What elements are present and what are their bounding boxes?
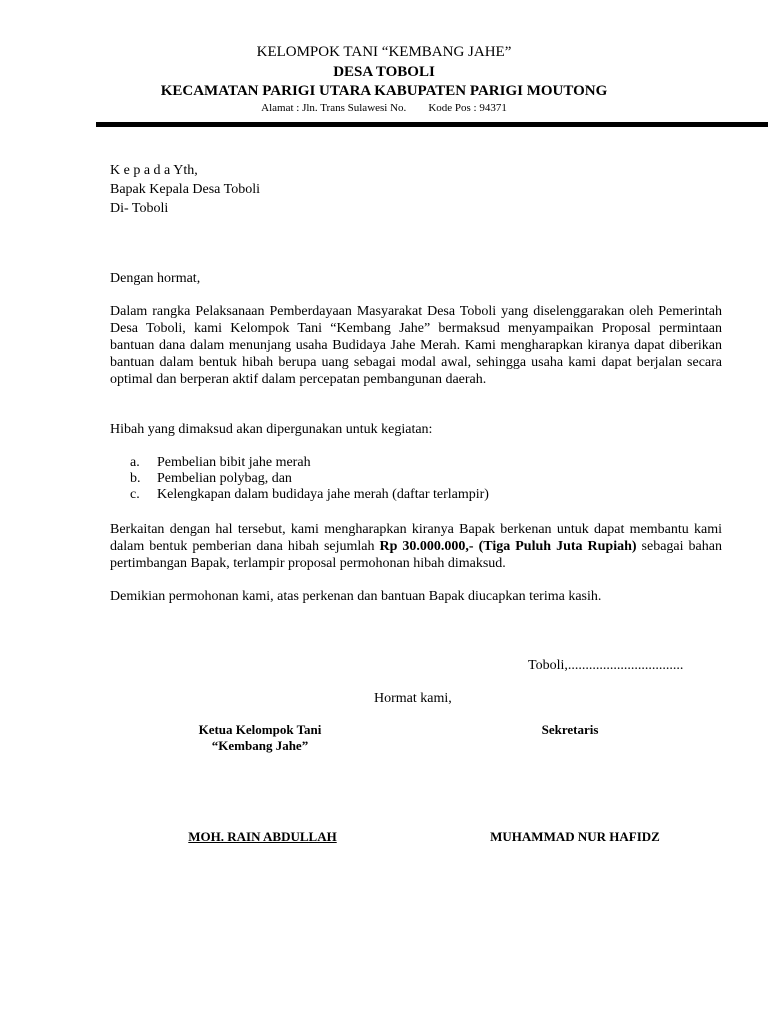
letterhead-village: DESA TOBOLI bbox=[333, 64, 435, 80]
list-item bbox=[130, 455, 311, 471]
letterhead-address: Alamat : Jln. Trans Sulawesi No. bbox=[261, 102, 407, 114]
signatory-left-title-line-1: Ketua Kelompok Tani bbox=[198, 722, 322, 737]
signatory-right-title: Sekretaris bbox=[541, 722, 599, 737]
list-text: Pembelian bibit jahe merah bbox=[157, 455, 311, 470]
letterhead-postcode: Kode Pos : 94371 bbox=[428, 102, 507, 114]
list-item bbox=[130, 487, 489, 503]
grant-amount: Rp 30.000.000,- (Tiga Puluh Juta Rupiah) bbox=[379, 539, 637, 554]
closing-salutation: Hormat kami, bbox=[374, 691, 452, 706]
letterhead-address-line bbox=[0, 102, 768, 114]
signatory-left-title bbox=[160, 722, 360, 754]
list-marker: c. bbox=[130, 487, 140, 502]
recipient-line-2: Bapak Kepala Desa Toboli bbox=[110, 182, 260, 197]
signatory-left-name: MOH. RAIN ABDULLAH bbox=[188, 829, 337, 844]
letterhead-divider bbox=[96, 122, 768, 127]
paragraph-intro: Dalam rangka Pelaksanaan Pemberdayaan Masyarakat Desa Toboli yang diselenggarakan oleh Pemerintah Desa Toboli, kami Kelompok Tani “Kembang Jahe” bermaksud menyampaikan Proposal permintaan bantuan dana dalam menunjang usaha Budidaya Jahe Merah. Kami mengharapkan kiranya dapat diberikan bantuan dalam bentuk hibah berupa uang sebagai modal awal, sehingga usaha kami dapat berjalan secara optimal dan berperan aktif dalam percepatan pembangunan daerah. bbox=[110, 304, 722, 387]
letterhead-org-name: KELOMPOK TANI “KEMBANG JAHE” bbox=[256, 44, 512, 60]
paragraph-usage: Hibah yang dimaksud akan dipergunakan untuk kegiatan: bbox=[110, 422, 433, 437]
recipient-line-1: K e p a d a Yth, bbox=[110, 163, 198, 178]
recipient-line-3: Di- Toboli bbox=[110, 201, 169, 216]
paragraph-request-text-2: sebagai bahan pertimbangan Bapak, terlampir proposal permohonan hibah dimaksud. bbox=[110, 539, 722, 571]
signatory-right-name: MUHAMMAD NUR HAFIDZ bbox=[490, 829, 660, 844]
list-marker: b. bbox=[130, 471, 141, 486]
list-text: Pembelian polybag, dan bbox=[157, 471, 292, 486]
greeting: Dengan hormat, bbox=[110, 271, 201, 286]
list-text: Kelengkapan dalam budidaya jahe merah (daftar terlampir) bbox=[157, 487, 489, 502]
list-marker: a. bbox=[130, 455, 140, 470]
list-item bbox=[130, 471, 292, 487]
paragraph-request-text-1: Berkaitan dengan hal tersebut, kami mengharapkan kiranya Bapak berkenan untuk dapat membantu kami dalam bentuk pemberian dana hibah sejumlah bbox=[110, 522, 722, 554]
signatory-left-title-line-2: “Kembang Jahe” bbox=[211, 738, 309, 753]
place-date: Toboli,................................. bbox=[528, 658, 684, 673]
letterhead-district: KECAMATAN PARIGI UTARA KABUPATEN PARIGI MOUTONG bbox=[160, 83, 608, 99]
paragraph-closing: Demikian permohonan kami, atas perkenan dan bantuan Bapak diucapkan terima kasih. bbox=[110, 589, 602, 604]
paragraph-request bbox=[110, 521, 722, 572]
